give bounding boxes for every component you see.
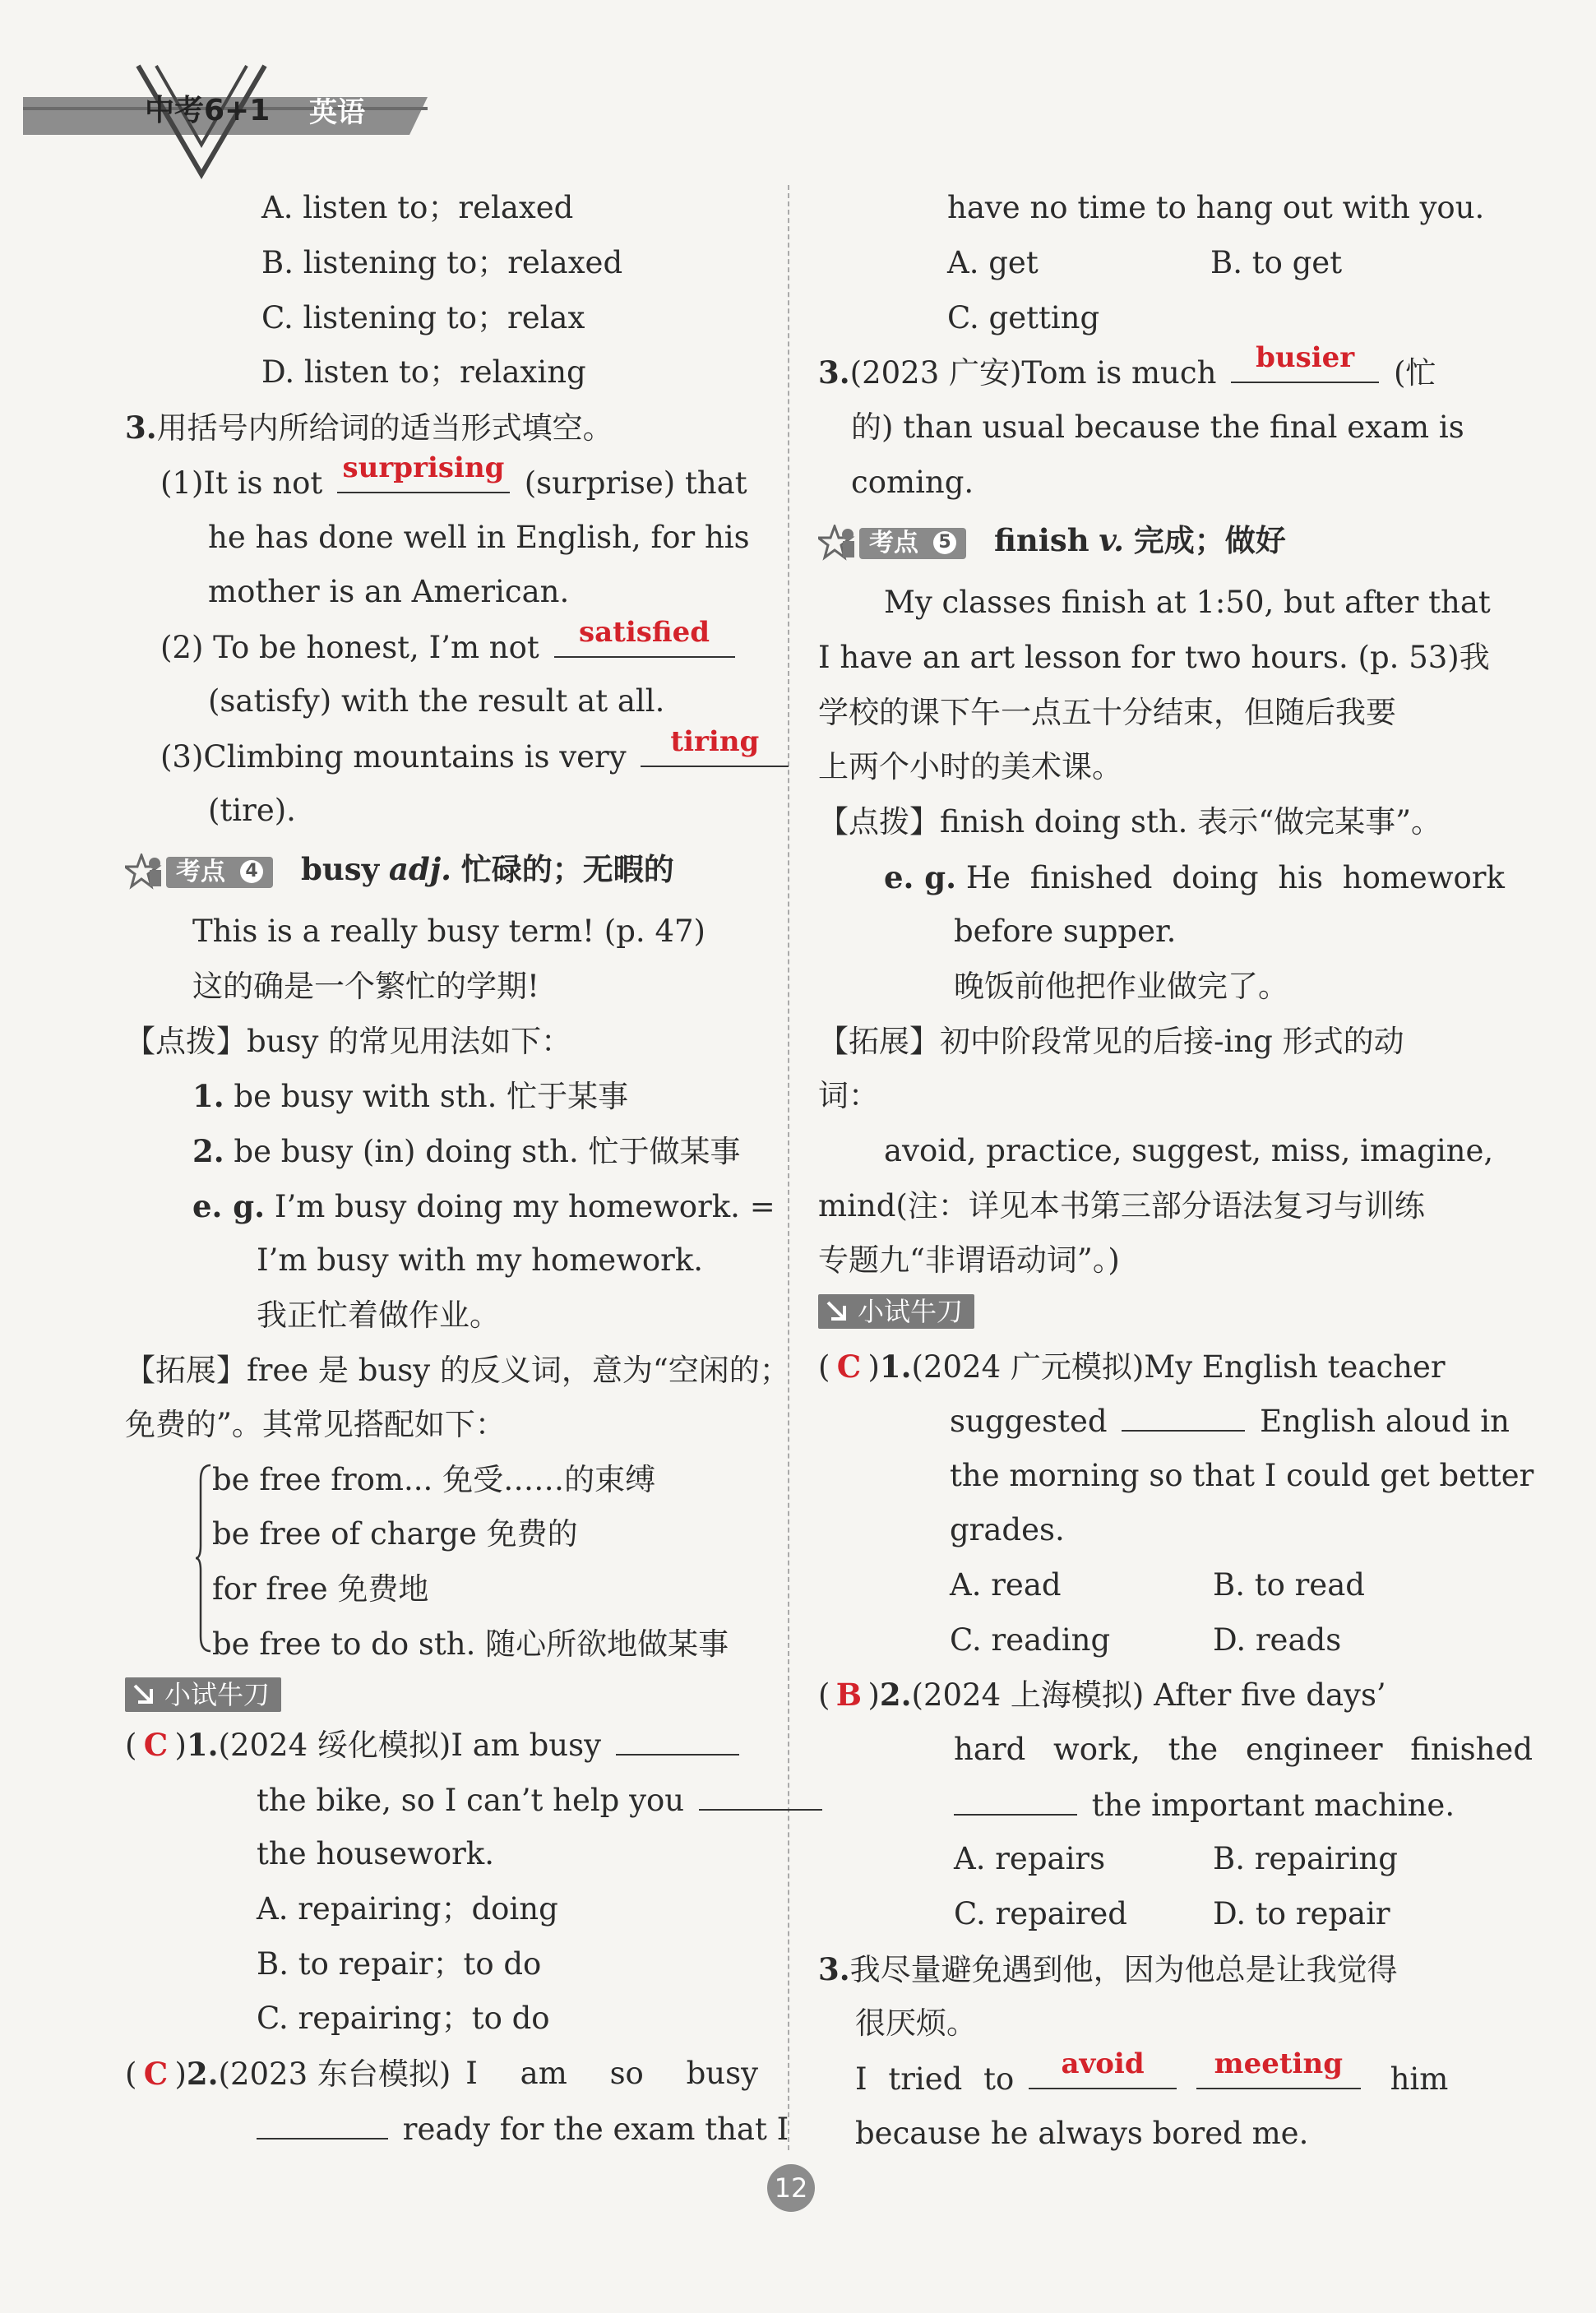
question-line: the bike, so I can’t help you	[257, 1779, 827, 1821]
kaodian-badge: 考点 4	[125, 853, 280, 891]
option: B. to read	[1213, 1567, 1365, 1603]
option: A. listen to；relaxed	[261, 190, 574, 225]
practice-q2: ( B )2.(2024 上海模拟) After five days’	[818, 1677, 1386, 1713]
free-phrase: be free to do sth. 随心所欲地做某事	[212, 1626, 729, 1662]
kaodian-4-heading: 考点 4 busy adj. 忙碌的；无暇的	[125, 849, 674, 891]
example-line: e. g. He finished doing his homework	[884, 859, 1505, 895]
answer-blank	[954, 1784, 1077, 1816]
exercise-3-title: 3.用括号内所给词的适当形式填空。	[125, 409, 613, 446]
example-en: I have an art lesson for two hours. (p. 53)我	[818, 640, 1490, 675]
answer-blank: busier	[1231, 352, 1379, 383]
option: A. read	[950, 1567, 1062, 1603]
example-cn: 学校的课下午一点五十分结束，但随后我要	[818, 695, 1396, 730]
example-line: 我正忙着做作业。	[257, 1298, 500, 1333]
sentence-line: 的) than usual because the final exam is	[851, 409, 1464, 445]
option: B. to repair；to do	[257, 1946, 542, 1982]
free-phrase: for free 免费地	[212, 1571, 429, 1607]
option: B. repairing	[1213, 1841, 1398, 1876]
example-cn: 上两个小时的美术课。	[818, 749, 1122, 784]
exercise-3-sentence: 3.(2023 广安)Tom is much busier (忙	[818, 341, 1436, 391]
question-line: hard work, the engineer finished	[954, 1732, 1534, 1767]
translation-line: 很厌烦。	[855, 2005, 977, 2041]
question-line: the morning so that I could get better	[950, 1458, 1534, 1493]
option: C. reading	[950, 1622, 1111, 1658]
example-line: 晚饭前他把作业做完了。	[954, 969, 1288, 1004]
question-line: ready for the exam that I	[257, 2108, 789, 2150]
answer-blank: meeting	[1196, 2058, 1361, 2089]
arrow-down-right-icon	[825, 1299, 849, 1324]
practice-q1: ( C )1.(2024 绥化模拟)I am busy	[125, 1724, 744, 1766]
question-line: the housework.	[257, 1836, 494, 1871]
answer-blank	[1122, 1400, 1245, 1432]
sentence-line: (satisfy) with the result at all.	[208, 683, 665, 719]
practice-label: 小试牛刀	[125, 1677, 281, 1712]
header-subject: 英语	[309, 96, 365, 129]
option: C. getting	[947, 300, 1100, 335]
tip-text: 【点拨】finish doing sth. 表示“做完某事”。	[818, 804, 1442, 840]
example-line: before supper.	[954, 914, 1177, 949]
kaodian-5-heading: 考点 5 finish v. 完成；做好	[818, 520, 1286, 562]
example-line: e. g. I’m busy doing my homework. =	[192, 1188, 775, 1224]
free-phrase: be free from... 免受……的束缚	[212, 1462, 656, 1497]
question-line: suggested English aloud in	[950, 1400, 1510, 1442]
kaodian-badge: 考点 5	[818, 525, 973, 562]
usage-item: 2. be busy (in) doing sth. 忙于做某事	[192, 1133, 741, 1169]
option: B. to get	[1210, 245, 1343, 280]
page-number: 12	[767, 2164, 815, 2212]
extension-text: mind(注：详见本书第三部分语法复习与训练	[818, 1188, 1425, 1224]
star-person-icon	[818, 525, 861, 562]
fill-sentence-3: (3)Climbing mountains is very tiring	[160, 736, 793, 778]
example-en: My classes finish at 1:50, but after that	[884, 585, 1491, 620]
translation-line: because he always bored me.	[855, 2116, 1309, 2151]
extension-text: 【拓展】free 是 busy 的反义词，意为“空闲的；	[125, 1353, 790, 1388]
example-en: This is a really busy term! (p. 47)	[192, 914, 705, 949]
answer-blank: surprising	[337, 462, 510, 493]
option: D. listen to；relaxing	[261, 354, 586, 390]
sentence-line: coming.	[851, 465, 974, 500]
answer-blank	[616, 1724, 739, 1756]
extension-text: avoid, practice, suggest, miss, imagine,	[884, 1133, 1494, 1168]
answer-blank	[257, 2108, 388, 2140]
extension-text: 【拓展】初中阶段常见的后接-ing 形式的动	[818, 1024, 1404, 1059]
option: C. repairing；to do	[257, 2001, 550, 2036]
translation-q3: 3.我尽量避免遇到他，因为他总是让我觉得	[818, 1951, 1398, 1987]
extension-text: 免费的”。其常见搭配如下：	[125, 1407, 506, 1442]
free-phrase: be free of charge 免费的	[212, 1516, 578, 1552]
question-line: the important machine.	[954, 1784, 1455, 1826]
column-divider	[788, 185, 789, 2150]
option: B. listening to；relaxed	[261, 245, 623, 280]
extension-text: 专题九“非谓语动词”。)	[818, 1242, 1120, 1278]
answer-blank: tiring	[641, 736, 789, 767]
question-line: have no time to hang out with you.	[947, 190, 1485, 225]
option: D. reads	[1213, 1622, 1342, 1658]
translation-answer-line: I tried to avoid meeting him	[855, 2047, 1449, 2097]
sentence-line: he has done well in English, for his	[208, 520, 750, 555]
option: D. to repair	[1213, 1896, 1390, 1931]
answer-blank	[699, 1779, 822, 1811]
example-line: I’m busy with my homework.	[257, 1242, 704, 1278]
option: A. repairs	[954, 1841, 1106, 1876]
option: A. get	[947, 245, 1039, 280]
option: C. listening to；relax	[261, 300, 585, 335]
fill-sentence-1: (1)It is not surprising (surprise) that	[160, 451, 747, 501]
usage-item: 1. be busy with sth. 忙于某事	[192, 1078, 629, 1114]
fill-sentence-2: (2) To be honest, I’m not satisfied	[160, 627, 740, 668]
answer-blank: avoid	[1029, 2058, 1177, 2089]
brace-icon	[196, 1464, 214, 1653]
practice-q2: ( C )2.(2023 东台模拟) I am so busy	[125, 2056, 758, 2092]
extension-text: 词：	[818, 1078, 879, 1113]
tip-text: 【点拨】busy 的常见用法如下：	[125, 1024, 572, 1059]
option: A. repairing；doing	[257, 1891, 558, 1927]
answer-blank: satisfied	[554, 627, 735, 658]
question-line: grades.	[950, 1512, 1065, 1547]
sentence-line: (tire).	[208, 793, 296, 828]
sentence-line: mother is an American.	[208, 574, 570, 609]
arrow-down-right-icon	[132, 1682, 156, 1707]
practice-label: 小试牛刀	[818, 1294, 974, 1329]
example-cn: 这的确是一个繁忙的学期!	[192, 969, 539, 1004]
practice-q1: ( C )1.(2024 广元模拟)My English teacher	[818, 1348, 1446, 1385]
header-series: 中考6+1	[145, 94, 271, 127]
star-person-icon	[125, 853, 168, 891]
option: C. repaired	[954, 1896, 1127, 1931]
